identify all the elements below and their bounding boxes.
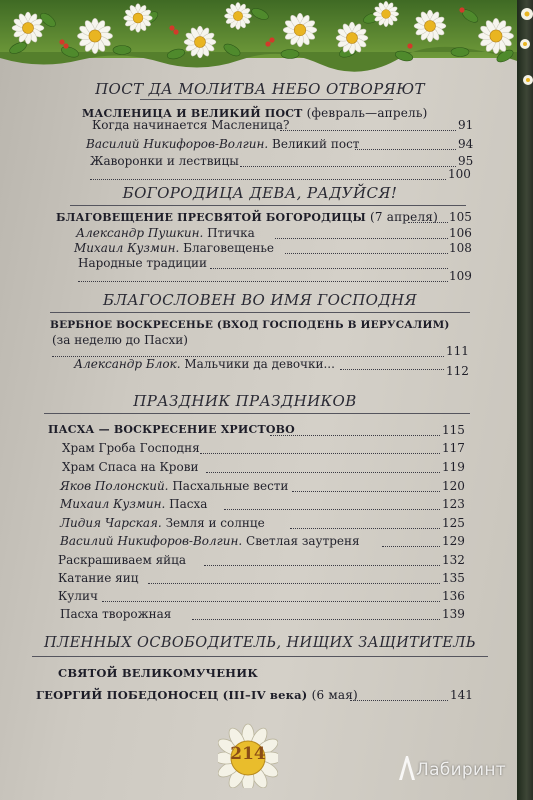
leader-dots	[275, 238, 448, 239]
section-title: БОГОРОДИЦА ДЕВА, РАДУЙСЯ!	[122, 184, 398, 202]
page-ref: 91	[458, 118, 474, 132]
page-ref: 115	[442, 423, 465, 437]
section-title-underline	[50, 312, 470, 313]
toc-heading: МАСЛЕНИЦА И ВЕЛИКИЙ ПОСТ (февраль—апрель)	[82, 106, 428, 120]
toc-heading: СВЯТОЙ ВЕЛИКОМУЧЕНИК	[58, 666, 258, 680]
page-ref: 139	[442, 607, 465, 621]
section-title: БЛАГОСЛОВЕН ВО ИМЯ ГОСПОДНЯ	[103, 291, 417, 309]
leader-dots	[285, 253, 448, 254]
toc-entry[interactable]: Михаил Кузмин. Благовещенье	[74, 241, 274, 255]
leader-dots	[350, 700, 448, 701]
leader-dots	[355, 149, 456, 150]
toc-heading: ПАСХА — ВОСКРЕСЕНИЕ ХРИСТОВО	[48, 423, 295, 436]
page-ref: 117	[442, 441, 465, 455]
page-ref: 123	[442, 497, 465, 511]
toc-heading: ГЕОРГИЙ ПОБЕДОНОСЕЦ (III–IV века) (6 мая)	[36, 688, 358, 702]
section-title-underline	[44, 413, 470, 414]
toc-entry[interactable]: Яков Полонский. Пасхальные вести	[60, 479, 289, 493]
page-ref: 135	[442, 571, 465, 585]
leader-dots	[148, 583, 440, 584]
toc-entry[interactable]: Катание яиц	[58, 571, 139, 585]
page-ref: 109	[449, 269, 472, 283]
leader-dots	[292, 491, 440, 492]
leader-dots	[204, 565, 440, 566]
leader-dots	[280, 130, 456, 131]
page-ref: 106	[449, 226, 472, 240]
leader-dots	[102, 601, 440, 602]
toc-entry[interactable]: Василий Никифоров-Волгин. Светлая заутреня	[60, 534, 360, 548]
page-ref: 132	[442, 553, 465, 567]
page-number: 214	[230, 744, 266, 764]
toc-entry[interactable]: Народные традиции	[78, 256, 207, 270]
toc-entry[interactable]: Лидия Чарская. Земля и солнце	[60, 516, 265, 530]
toc-entry[interactable]: Когда начинается Масленица?	[92, 118, 290, 132]
toc-entry[interactable]: Раскрашиваем яйца	[58, 553, 187, 567]
toc-heading: ВЕРБНОЕ ВОСКРЕСЕНЬЕ (ВХОД ГОСПОДЕНЬ В ИЕРУСАЛИМ)	[50, 319, 450, 331]
page-ref: 105	[449, 210, 472, 224]
section-title: ПЛЕННЫХ ОСВОБОДИТЕЛЬ, НИЩИХ ЗАЩИТИТЕЛЬ	[44, 635, 476, 651]
book-spine	[517, 0, 533, 800]
toc-entry[interactable]: Храм Спаса на Крови	[62, 460, 199, 474]
toc-entry[interactable]: Александр Блок. Мальчики да девочки...	[74, 357, 335, 371]
daisy-border-illustration	[0, 0, 520, 78]
toc-heading-note: (за неделю до Пасхи)	[52, 333, 188, 347]
leader-dots	[90, 179, 446, 180]
watermark: Лабиринт	[416, 760, 506, 780]
page-number-badge	[218, 718, 278, 788]
toc-entry[interactable]: Александр Пушкин. Птичка	[76, 226, 255, 240]
leader-dots	[408, 222, 448, 223]
section-title: ПРАЗДНИК ПРАЗДНИКОВ	[133, 392, 357, 410]
spine-daisy-decoration	[517, 0, 533, 120]
page-ref: 125	[442, 516, 465, 530]
leader-dots	[240, 166, 456, 167]
toc-entry[interactable]: Кулич	[58, 589, 98, 603]
toc-entry[interactable]: Храм Гроба Господня	[62, 441, 200, 455]
leader-dots	[382, 546, 440, 547]
page-ref: 120	[442, 479, 465, 493]
toc-heading: БЛАГОВЕЩЕНИЕ ПРЕСВЯТОЙ БОГОРОДИЦЫ (7 апреля)	[56, 210, 438, 224]
section-title-underline	[32, 656, 488, 657]
page-ref: 112	[446, 364, 469, 378]
leader-dots	[78, 281, 448, 282]
leader-dots	[340, 369, 444, 370]
leader-dots	[270, 435, 440, 436]
page-ref: 119	[442, 460, 465, 474]
page-ref: 141	[450, 688, 473, 702]
page-ref: 94	[458, 137, 474, 151]
page-ref: 95	[458, 154, 474, 168]
section-title-underline	[70, 205, 466, 206]
section-title: ПОСТ ДА МОЛИТВА НЕБО ОТВОРЯЮТ	[95, 80, 425, 98]
toc-entry[interactable]: Василий Никифоров-Волгин. Великий пост	[86, 137, 360, 151]
leader-dots	[192, 619, 440, 620]
page-ref: 136	[442, 589, 465, 603]
leader-dots	[200, 453, 440, 454]
toc-entry[interactable]: Пасха творожная	[60, 607, 172, 621]
leader-dots	[210, 268, 448, 269]
labirint-logo-icon	[396, 754, 418, 782]
leader-dots	[290, 528, 440, 529]
leader-dots	[206, 472, 440, 473]
page-ref: 111	[446, 344, 469, 358]
section-title-underline	[140, 99, 393, 100]
page-ref: 100	[448, 167, 471, 181]
leader-dots	[224, 509, 440, 510]
page-ref: 108	[449, 241, 472, 255]
toc-entry[interactable]: Жаворонки и лествицы	[90, 154, 239, 168]
toc-entry[interactable]: Михаил Кузмин. Пасха	[60, 497, 208, 511]
page-ref: 129	[442, 534, 465, 548]
